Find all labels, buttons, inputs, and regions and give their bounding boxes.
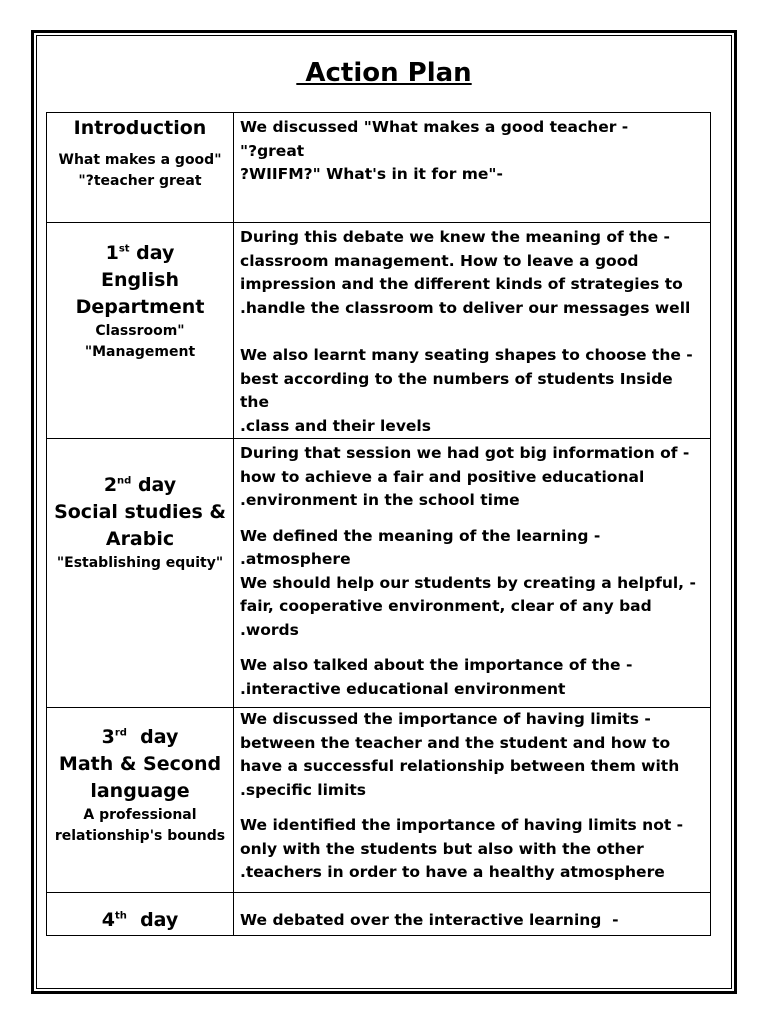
row-heading-cell xyxy=(47,708,234,893)
page-title: Action Plan xyxy=(296,58,472,88)
row-heading: Math & Second xyxy=(58,753,222,775)
notes-line: .atmosphere xyxy=(240,550,351,568)
notes-line: We should help our students by creating a helpful, - xyxy=(240,573,696,592)
table-row-day-1 xyxy=(47,223,711,439)
row-heading: English xyxy=(101,269,179,291)
notes-line: classroom management. How to leave a good xyxy=(240,251,639,270)
table-row-introduction xyxy=(47,113,711,223)
notes-line: .words xyxy=(240,620,299,639)
row-heading-cell xyxy=(47,439,234,708)
row-heading-cell xyxy=(47,893,234,936)
row-subheading-line: A professional xyxy=(83,807,197,823)
row-notes-cell xyxy=(234,223,711,439)
row-day-heading: 4th day xyxy=(101,909,179,931)
notes-line: best according to the numbers of students Inside the xyxy=(240,369,673,411)
notes-line: We defined the meaning of the learning - xyxy=(240,526,601,545)
row-subheading-line: "?teacher great xyxy=(78,173,202,189)
notes-line: We debated over the interactive learning - xyxy=(240,911,619,929)
row-subheading-line: relationship's bounds xyxy=(54,828,226,844)
notes-line: We discussed "What makes a good teacher - xyxy=(240,118,629,136)
notes-line: fair, cooperative environment, clear of any bad xyxy=(240,597,652,615)
notes-line: .specific limits xyxy=(240,780,367,799)
action-plan-table xyxy=(46,112,711,936)
notes-line: During this debate we knew the meaning of the - xyxy=(240,228,670,246)
row-notes-cell xyxy=(234,708,711,893)
notes-line: impression and the different kinds of strategies to xyxy=(240,275,683,293)
notes-line: We identified the importance of having limits not - xyxy=(240,816,684,834)
table-row-day-2 xyxy=(47,439,711,708)
row-heading: Department xyxy=(75,296,205,318)
notes-line: We discussed the importance of having limits - xyxy=(240,710,651,728)
row-day-heading: 3rd day xyxy=(101,726,179,748)
row-heading: Social studies & xyxy=(54,501,226,523)
notes-line: During that session we had got big information of - xyxy=(240,444,690,462)
row-heading: Introduction xyxy=(73,117,207,139)
notes-line: ?WIIFM?" What's in it for me"- xyxy=(240,165,503,183)
notes-line: between the teacher and the student and how to xyxy=(240,733,671,752)
notes-line: "?great xyxy=(240,141,305,160)
row-subheading-line: "Management xyxy=(84,344,196,360)
notes-line: We also talked about the importance of the - xyxy=(240,656,633,674)
notes-line: .teachers in order to have a healthy atmosphere xyxy=(240,863,665,881)
row-heading: language xyxy=(90,780,190,802)
notes-line: .handle the classroom to deliver our messages well xyxy=(240,298,691,317)
notes-line: .interactive educational environment xyxy=(240,679,566,698)
row-heading: Arabic xyxy=(105,528,175,550)
row-subheading-line: Classroom" xyxy=(95,323,185,339)
row-subheading-line: What makes a good" xyxy=(58,152,222,168)
notes-line: how to achieve a fair and positive educational xyxy=(240,467,645,486)
row-notes-cell xyxy=(234,439,711,708)
notes-line: .class and their levels xyxy=(240,416,431,435)
row-heading-cell xyxy=(47,113,234,223)
notes-line: have a successful relationship between them with xyxy=(240,757,680,775)
notes-line: .environment in the school time xyxy=(240,491,520,509)
row-notes-cell xyxy=(234,893,711,936)
row-notes-cell xyxy=(234,113,711,223)
row-subheading-line: "Establishing equity" xyxy=(56,555,224,571)
table-row-day-3 xyxy=(47,708,711,893)
row-heading-cell xyxy=(47,223,234,439)
row-day-heading: 1st day xyxy=(105,242,175,264)
notes-line: We also learnt many seating shapes to choose the - xyxy=(240,346,693,364)
row-day-heading: 2nd day xyxy=(103,474,177,496)
table-row-day-4 xyxy=(47,893,711,936)
notes-line: only with the students but also with the other xyxy=(240,839,644,858)
